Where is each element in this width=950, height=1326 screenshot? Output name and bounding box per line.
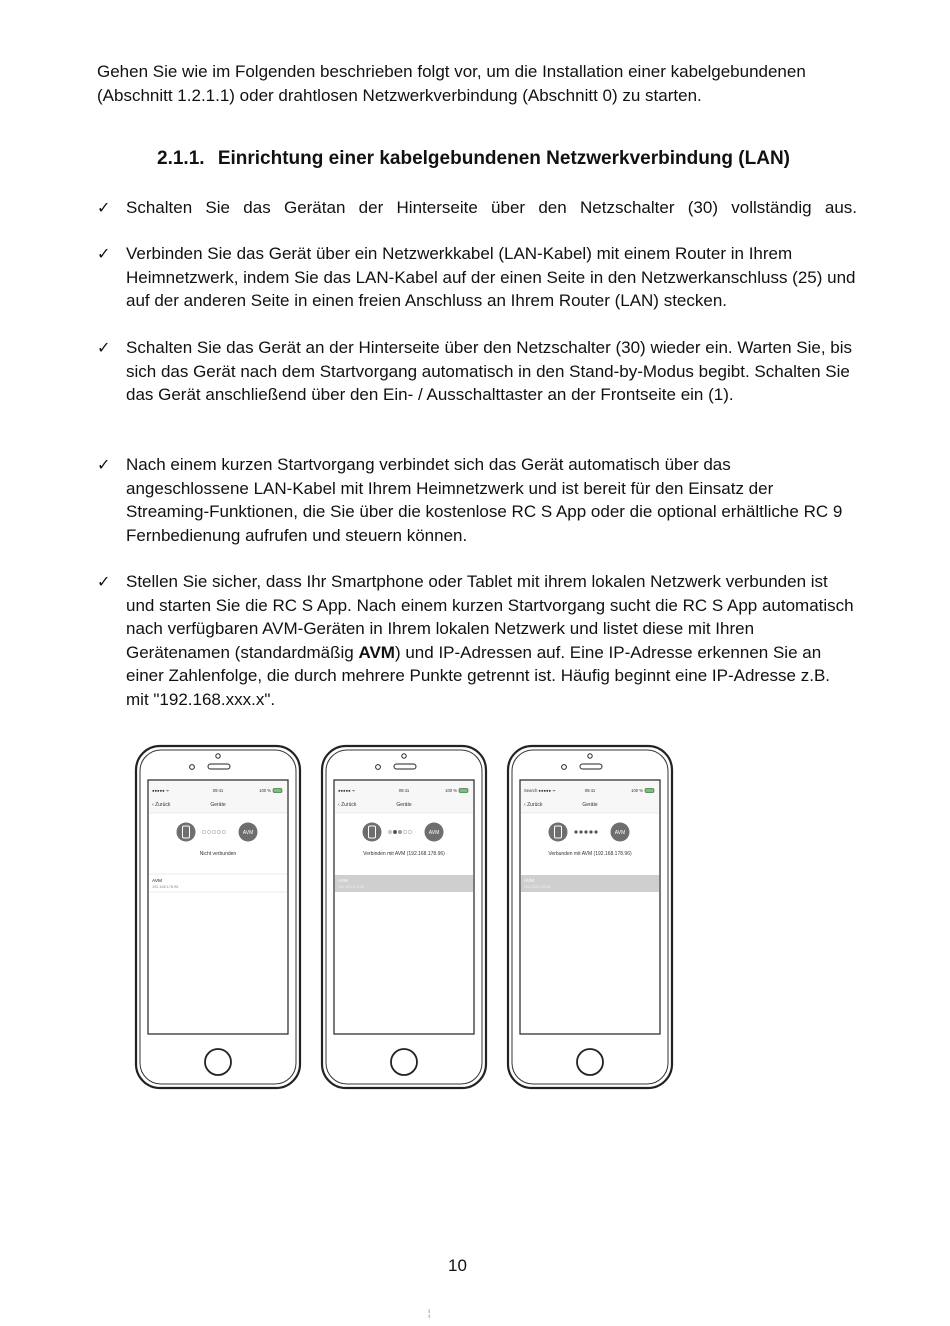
footer-mark: ¦: [428, 1308, 431, 1318]
bullet-text-part: Stellen Sie sicher, dass Ihr Smartphone oder Tablet mit ihrem lokalen Netzwerk verbunden ist und starten Sie die RC S App. Nach einem kurzen Startvorgang sucht die RC S App automatisch nach verfügbaren AVM-Geräten in Ihrem lokalen Netzwerk und listet diese mit Ihren Gerätenamen (standardmäßig: [126, 572, 854, 662]
status-carrier: ●●●●● ᯤ: [152, 788, 170, 793]
svg-text:AVM: AVM: [614, 830, 626, 836]
checkmark-icon: ✓: [97, 244, 111, 263]
bullet-text: Nach einem kurzen Startvorgang verbindet sich das Gerät automatisch über das angeschlossene LAN-Kabel mit Ihrem Heimnetzwerk und ist bereit für den Einsatz der Streaming-Funktionen, die Sie über die kostenlose RC S App oder die optional erhältliche RC 9 Fernbedienung aufrufen und steuern können.: [126, 455, 843, 545]
home-button-icon: [577, 1049, 603, 1075]
bullet-text: Schalten Sie das Gerät an der Hinterseite über den Netzschalter (30) wieder ein. Warten Sie, bis sich das Gerät nach dem Startvorgang automatisch in den Stand-by-Modus begibt. Schalten Sie das Gerät anschließend über den Ein- / Ausschalttaster an der Frontseite ein (1).: [126, 338, 853, 404]
status-carrier: Search ●●●●● ᯤ: [524, 788, 557, 793]
battery-icon: [645, 789, 654, 793]
connection-status: Verbinden mit AVM (192.168.178.96): [363, 851, 445, 857]
bullet-bold-text: AVM: [358, 642, 395, 662]
status-time: 09:41: [212, 788, 224, 793]
status-carrier: ●●●●● ᯤ: [338, 788, 356, 793]
section-number: 2.1.1.: [157, 148, 205, 169]
bullet-item-2: [97, 242, 857, 313]
back-button[interactable]: ‹ Zurück: [152, 802, 171, 808]
phone-icon: [363, 823, 382, 842]
bullet-text: [126, 570, 857, 711]
page-number: 10: [448, 1256, 467, 1275]
svg-text:AVM: AVM: [242, 830, 254, 836]
phone-illustration-2: [320, 744, 488, 1090]
device-ip: 192.168.178.96: [338, 885, 365, 889]
home-button-icon: [391, 1049, 417, 1075]
status-battery: 100 %: [631, 788, 643, 793]
bullet-text: Verbinden Sie das Gerät über ein Netzwerkkabel (LAN-Kabel) mit einem Router in Ihrem Heimnetzwerk, indem Sie das LAN-Kabel auf der einen Seite in den Netzwerkanschluss (25) und auf der anderen Seite in einen freien Anschluss an Ihrem Router (LAN) stecken.: [126, 244, 856, 310]
device-name[interactable]: AVM: [152, 879, 163, 884]
bullet-text-part: ) und IP-Adressen auf. Eine IP-Adresse erkennen Sie an einer Zahlenfolge, die durch mehrere Punkte getrennt ist. Häufig beginnt eine IP-Adresse z.B. mit "192.168.xxx.x".: [126, 642, 831, 709]
bullet-item-4: [97, 453, 857, 547]
device-row-highlight: [521, 875, 659, 892]
phone-icon: [549, 823, 568, 842]
phone-illustration-3: [506, 744, 674, 1090]
connection-status: Verbunden mit AVM (192.168.178.96): [548, 851, 632, 857]
phone-illustrations: [134, 744, 679, 1090]
battery-icon: [273, 789, 282, 793]
device-ip: 192.168.178.96: [524, 885, 551, 889]
device-row-highlight: [335, 875, 473, 892]
section-title: Einrichtung einer kabelgebundenen Netzwerkverbindung (LAN): [217, 148, 790, 169]
battery-icon: [459, 789, 468, 793]
intro-paragraph: Gehen Sie wie im Folgenden beschrieben folgt vor, um die Installation einer kabelgebundenen (Abschnitt 1.2.1.1) oder drahtlosen Netzwerkverbindung (Abschnitt 0) zu starten.: [97, 62, 806, 105]
back-button[interactable]: ‹ Zurück: [524, 802, 543, 808]
svg-text:AVM: AVM: [428, 830, 440, 836]
checkmark-icon: ✓: [97, 455, 111, 474]
back-button[interactable]: ‹ Zurück: [338, 802, 357, 808]
screen-title: Geräte: [210, 802, 226, 808]
bullet-text: Schalten Sie das Gerätan der Hinterseite über den Netzschalter (30) vollständig aus.: [126, 198, 857, 217]
section-heading: [157, 146, 857, 172]
connection-status: Nicht verbunden: [199, 851, 237, 857]
bullet-item-3: [97, 336, 857, 407]
checkmark-icon: ✓: [97, 572, 111, 591]
screen-title: Geräte: [396, 802, 412, 808]
home-button-icon: [205, 1049, 231, 1075]
screen-title: Geräte: [582, 802, 598, 808]
status-battery: 100 %: [259, 788, 271, 793]
phone-icon: [177, 823, 196, 842]
device-name[interactable]: AVM: [338, 879, 349, 884]
checkmark-icon: ✓: [97, 198, 111, 217]
bullet-item-1: [97, 196, 857, 220]
status-time: 09:41: [398, 788, 410, 793]
bullet-item-5: [97, 570, 857, 711]
device-name[interactable]: AVM: [524, 879, 535, 884]
device-ip: 192.168.178.96: [152, 885, 179, 889]
status-time: 09:41: [584, 788, 596, 793]
phone-illustration-1: [134, 744, 302, 1090]
status-battery: 100 %: [445, 788, 457, 793]
checkmark-icon: ✓: [97, 338, 111, 357]
